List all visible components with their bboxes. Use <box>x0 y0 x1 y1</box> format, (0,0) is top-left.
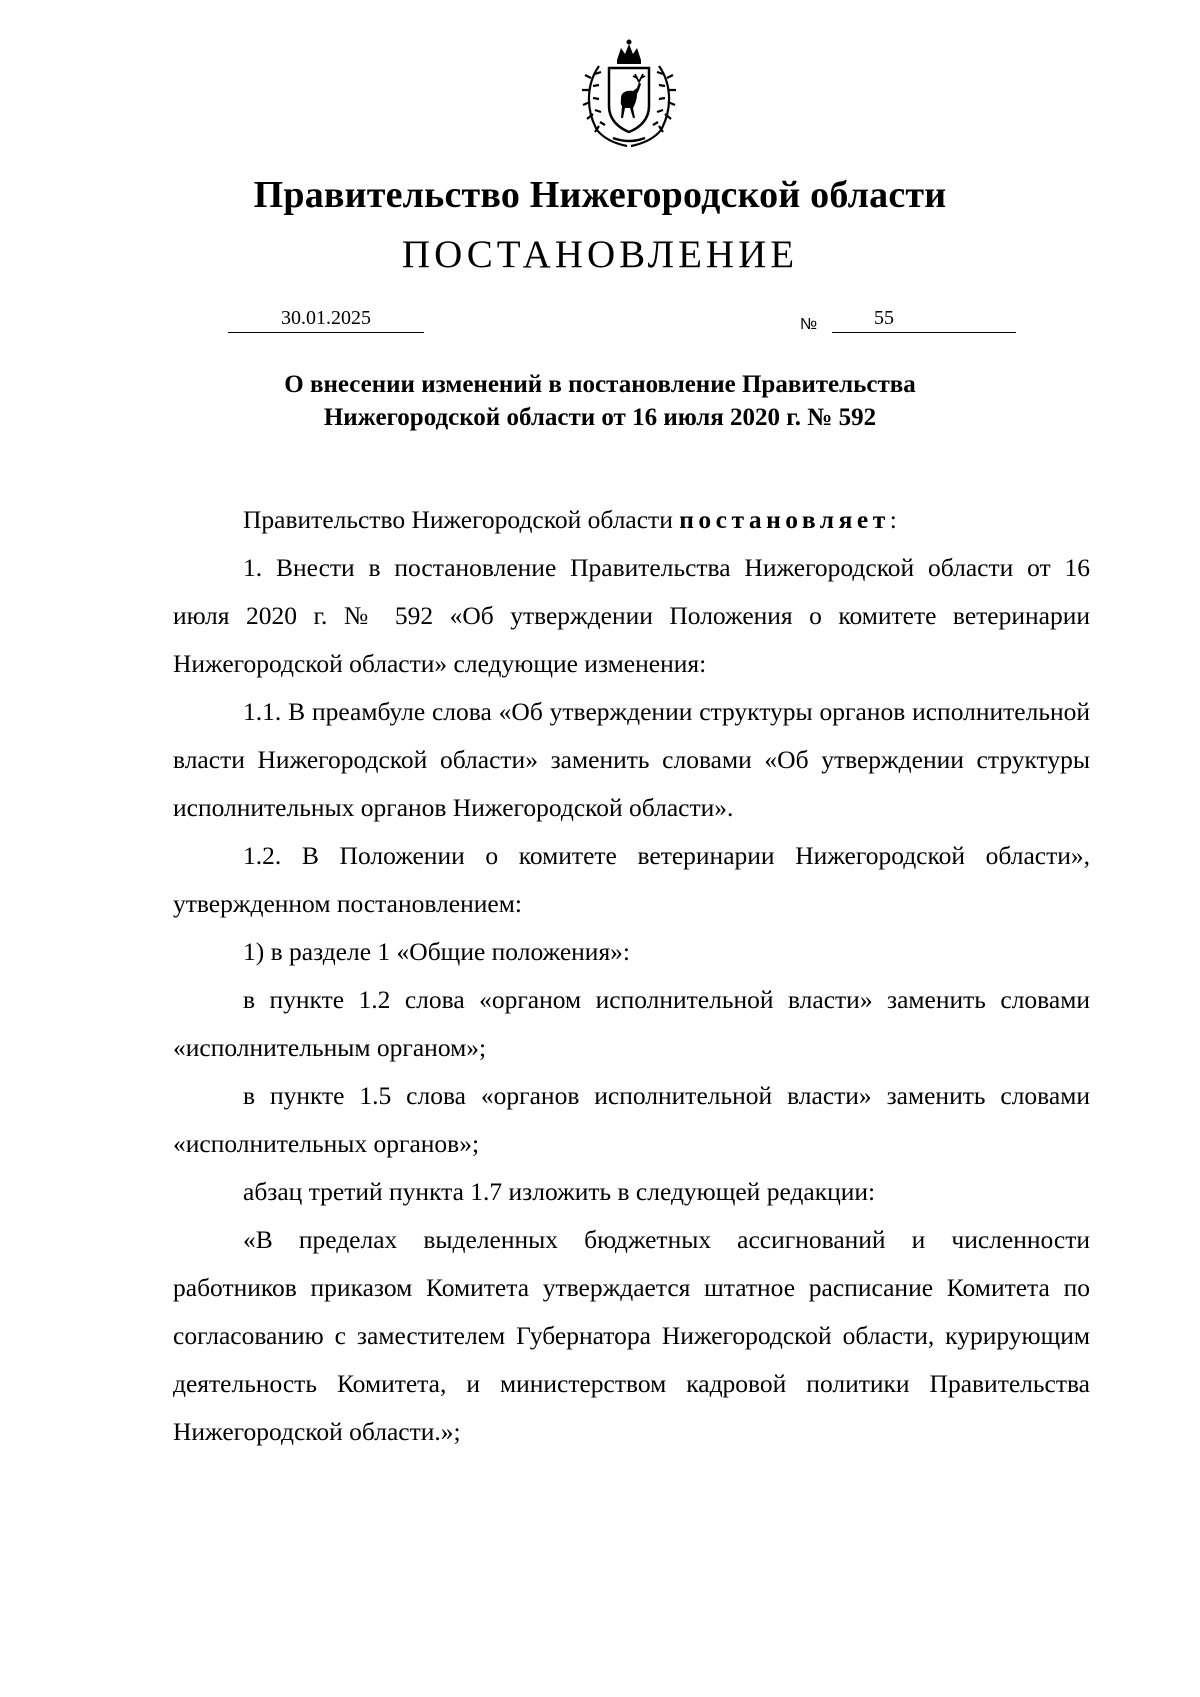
intro-colon: : <box>889 505 897 534</box>
intro-paragraph <box>173 496 1090 544</box>
paragraph-1: 1. Внести в постановление Правительства Нижегородской области от 16 июля 2020 г. № 592 «Об утверждении Положения о комитете ветеринарии Нижегородской области» следующие изменения: <box>173 553 1090 678</box>
document-subject <box>0 368 1200 434</box>
paragraph-item-1-7: абзац третий пункта 1.7 изложить в следующей редакции: <box>243 1177 876 1206</box>
document-number: 55 <box>832 306 1016 333</box>
paragraph-item-1-2: в пункте 1.2 слова «органом исполнительной власти» заменить словами «исполнительным органом»; <box>173 985 1090 1062</box>
paragraph-1-2: 1.2. В Положении о комитете ветеринарии Нижегородской области», утвержденном постановлением: <box>173 841 1090 918</box>
decree-word: постановляет <box>679 505 890 534</box>
document-type: ПОСТАНОВЛЕНИЕ <box>401 233 799 276</box>
number-label: № <box>800 316 818 333</box>
subject-line-2: Нижегородской области от 16 июля 2020 г. № 592 <box>323 404 877 431</box>
subject-line-1: О внесении изменений в постановление Правительства <box>284 371 916 398</box>
paragraph-item-1-5: в пункте 1.5 слова «органов исполнительной власти» заменить словами «исполнительных органов»; <box>173 1081 1090 1158</box>
coat-of-arms-emblem <box>577 38 681 150</box>
paragraph-section-1: 1) в разделе 1 «Общие положения»: <box>243 937 631 966</box>
intro-text: Правительство Нижегородской области <box>243 505 680 534</box>
document-body <box>173 496 1090 1456</box>
paragraph-quote: «В пределах выделенных бюджетных ассигнований и численности работников приказом Комитета утверждается штатное расписание Комитета по согласованию с заместителем Губернатора Нижегородской области, курирующим деятельность Комитета, и министерством кадровой политики Правительства Нижегородской области.»; <box>173 1225 1090 1446</box>
paragraph-1-1: 1.1. В преамбуле слова «Об утверждении структуры органов исполнительной власти Нижегородской области» заменить словами «Об утверждении структуры исполнительных органов Нижегородской области». <box>173 697 1090 822</box>
government-name: Правительство Нижегородской области <box>253 174 947 216</box>
document-date: 30.01.2025 <box>228 306 424 333</box>
